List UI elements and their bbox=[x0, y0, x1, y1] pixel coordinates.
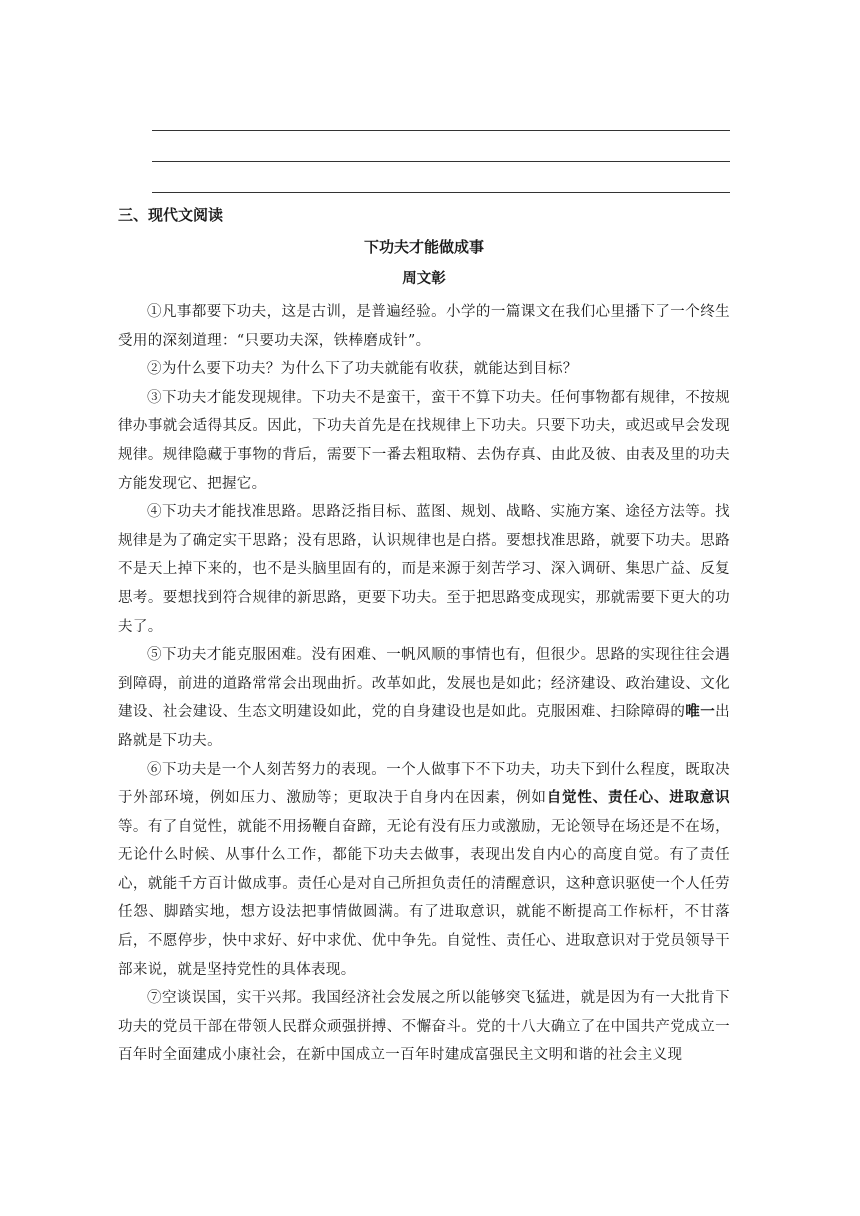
answer-line bbox=[152, 161, 730, 162]
emphasis-text: 自觉性、责任心、进取意识 bbox=[546, 790, 730, 807]
paragraph-6-text-end: 等。有了自觉性，就能不用扬鞭自奋蹄，无论有没有压力或激励，无论领导在场还是不在场，无论什么时候、从事什么工作，都能下功夫去做事，表现出发自内心的高度自觉。有了责任心，就能千方百计做成事。责任心是对自己所担负责任的清醒意识，这种意识驱使一个人任劳任怨、脚踏实地，想方设法把事情做圆满。有了进取意识，就能不断提高工作标杆，不甘落后，不愿停步，快中求好、好中求优、优中争先。自觉性、责任心、进取意识对于党员领导干部来说，就是坚持党性的具体表现。 bbox=[118, 818, 730, 978]
paragraph-5-text-end: 出路就是下功夫。 bbox=[118, 704, 730, 749]
emphasis-text: 唯一 bbox=[685, 704, 716, 721]
answer-line bbox=[152, 192, 730, 193]
paragraph-7: ⑦空谈误国，实干兴邦。我国经济社会发展之所以能够突飞猛进，就是因为有一大批肯下功夫的党员干部在带领人民群众顽强拼搏、不懈奋斗。党的十八大确立了在中国共产党成立一百年时全面建成小康社会，在新中国成立一百年时建成富强民主文明和谐的社会主义现 bbox=[118, 990, 730, 1064]
paragraph-3: ③下功夫才能发现规律。下功夫不是蛮干，蛮干不算下功夫。任何事物都有规律，不按规律办事就会适得其反。因此，下功夫首先是在找规律上下功夫。只要下功夫，或迟或早会发现规律。规律隐藏于事物的背后，需要下一番去粗取精、去伪存真、由此及彼、由表及里的功夫方能发现它、把握它。 bbox=[118, 389, 730, 492]
paragraph-5 bbox=[118, 641, 730, 755]
paragraph-5-text-start: ⑤下功夫才能克服困难。没有困难、一帆风顺的事情也有，但很少。思路的实现往往会遇到障碍，前进的道路常常会出现曲折。改革如此，发展也是如此；经济建设、政治建设、文化建设、社会建设、生态文明建设如此，党的自身建设也是如此。克服困难、扫除障碍的 bbox=[118, 647, 730, 721]
section-heading: 三、现代文阅读 bbox=[118, 206, 224, 224]
paragraph-6-text-start: ⑥下功夫是一个人刻苦努力的表现。一个人做事下不下功夫，功夫下到什么程度，既取决于外部环境，例如压力、激励等；更取决于自身内在因素，例如 bbox=[118, 761, 730, 807]
paragraph-4: ④下功夫才能找准思路。思路泛指目标、蓝图、规划、战略、实施方案、途径方法等。找规律是为了确定实干思路；没有思路，认识规律也是白搭。要想找准思路，就要下功夫。思路不是天上掉下来的，也不是头脑里固有的，而是来源于刻苦学习、深入调研、集思广益、反复思考。要想找到符合规律的新思路，更要下功夫。至于把思路变成现实，那就需要下更大的功夫了。 bbox=[118, 504, 730, 635]
paragraph-6 bbox=[118, 756, 730, 985]
article-body bbox=[118, 298, 730, 1070]
article-title: 下功夫才能做成事 bbox=[363, 238, 484, 256]
answer-line bbox=[152, 130, 730, 131]
paragraph-2: ②为什么要下功夫？为什么下了功夫就能有收获，就能达到目标？ bbox=[147, 361, 578, 378]
paragraph-1: ①凡事都要下功夫，这是古训，是普遍经验。小学的一篇课文在我们心里播下了一个终生受用的深刻道理：“只要功夫深，铁棒磨成针”。 bbox=[118, 304, 730, 349]
article-author: 周文彰 bbox=[402, 271, 446, 287]
